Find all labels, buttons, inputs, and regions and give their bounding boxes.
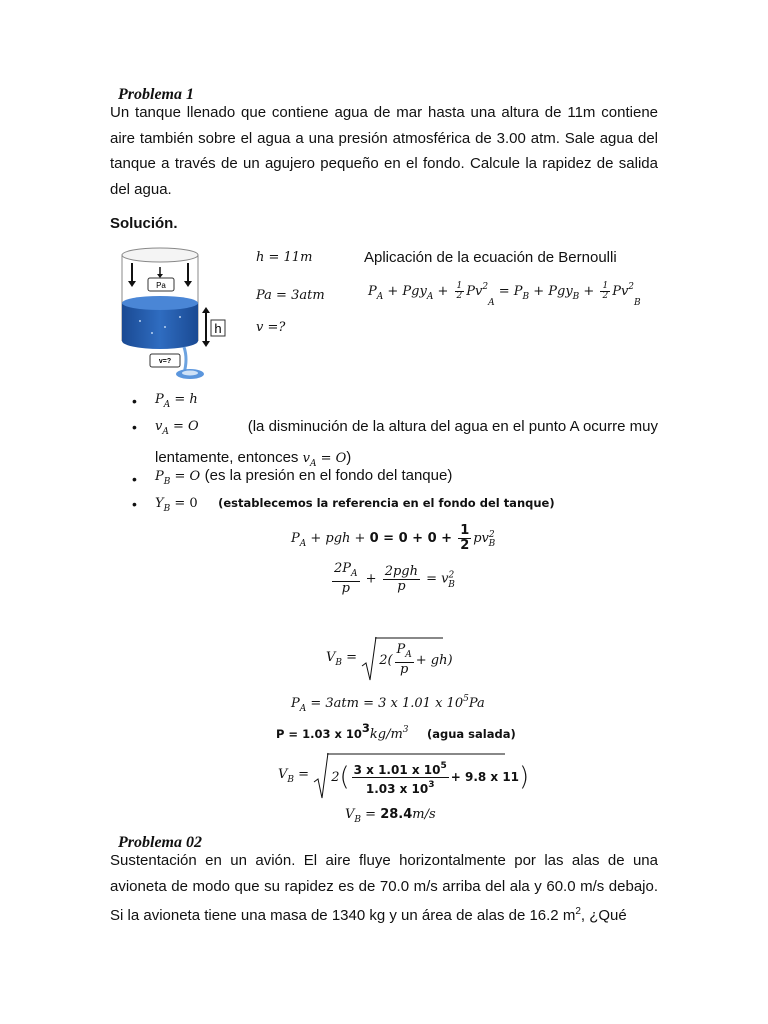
bullet-dot-1: • <box>132 393 137 409</box>
equation-rho-value: P = 1.03 x $10^3kg/m^3$ (agua salada) <box>276 721 516 742</box>
v-label: v=? <box>158 358 172 365</box>
problem2-line-1: Sustentación en un avión. El aire fluye horizontalmente por las alas de una <box>110 852 658 869</box>
bullet-2: $v_A = O$ (la disminución de la altura del agua en el punto A ocurre muy lentamente, entonces $v_A = O$) <box>155 418 658 469</box>
equation-pa-value: $P_A = 3atm = 3$ x 1.01 x $10^5Pa$ <box>291 694 485 714</box>
tank-figure <box>110 243 242 383</box>
h-label: h <box>214 321 222 336</box>
solution-label: Solución. <box>110 215 178 232</box>
bernoulli-equation: $P_A + Pgy_A$ + $\frac{1}{2}$ $Pv^2_A = P_B + Pgy_B$ + $\frac{1}{2}$ $Pv^2_B$ <box>368 281 641 308</box>
equation-result: $V_B = 28.4m/s$ <box>345 807 436 825</box>
bullet-3: $P_B = O$ (es la presión en el fondo del tanque) <box>155 467 453 487</box>
problem2-line-3: Si la avioneta tiene una masa de 1340 kg y un área de alas de 16.2 $m^2$, ¿Qué <box>110 906 627 924</box>
bullet-dot-2: • <box>132 419 137 435</box>
bullet-dot-3: • <box>132 471 137 487</box>
problem2-statement <box>110 848 658 929</box>
given-v: v =? <box>256 320 286 335</box>
problem2-title: Problema 02 <box>118 834 202 851</box>
bullet-dot-4: • <box>132 496 137 512</box>
radical-bar-2 <box>327 753 505 755</box>
bernoulli-title: Aplicación de la ecuación de Bernoulli <box>364 249 617 266</box>
problem2-line-2: avioneta de modo que su rapidez es de 70.0 m/s arriba del ala y 60.0 m/s debajo. <box>110 877 658 895</box>
bullet-4: $Y_B = 0$ (establecemos la referencia en el fondo del tanque) <box>155 496 555 514</box>
equation-step-2: $\frac{2P_A}{p}$ + $\frac{\text{2pgh}}{p}$ = $v^2_B$ <box>334 561 455 596</box>
given-pa: Pa = 3atm <box>256 288 325 303</box>
equation-vb-substituted: $V_B$ = 2 ( $\frac{3 x 1.01 x 10^5}{1.03 x 10^3}$ + 9.8 x 11 ) <box>278 752 533 800</box>
problem1-title: Problema 1 <box>118 86 194 103</box>
equation-step-1: $P_A$ + pgh + 0 = 0 + 0 + $\frac{1}{2}$ $pv^2_B$ <box>291 523 496 553</box>
pa-label: Pa <box>156 281 166 290</box>
equation-vb-formula: $V_B$ = 2( $\frac{P_A}{p}$ + gh) <box>326 636 457 682</box>
problem1-statement: Un tanque llenado que contiene agua de mar hasta una altura de 11m contiene aire también sobre el agua a una presión atmosférica de 3.00 atm. Sale agua del tanque a través de un agujero pequeño en el fondo. Calcule la rapidez de salida del agua. <box>110 104 658 198</box>
radical-bar-1 <box>375 637 443 639</box>
given-h: h = 11m <box>256 250 313 265</box>
bullet-1: $P_A = h$ <box>155 392 198 410</box>
